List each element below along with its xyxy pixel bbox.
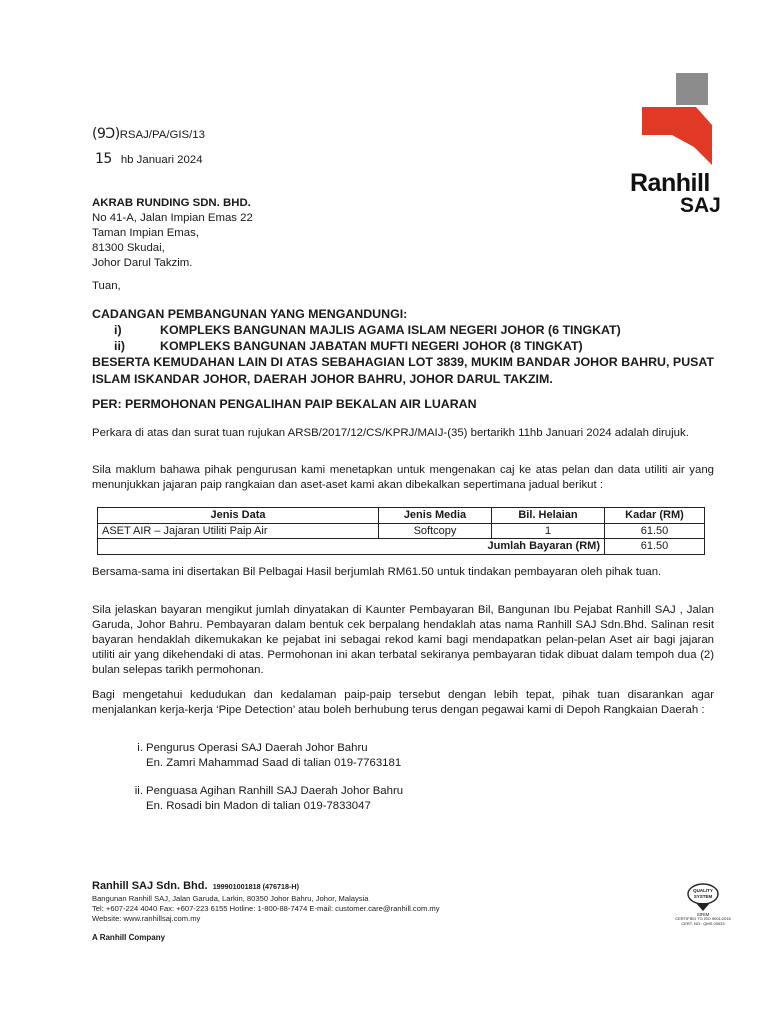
logo-brand-ranhill: Ranhill <box>630 169 710 197</box>
contact-detail: En. Zamri Mahammad Saad di talian 019-7763181 <box>146 757 402 770</box>
cert-text: SIRIM <box>696 912 710 917</box>
paragraph-charges: Sila maklum bahawa pihak pengurusan kami menetapkan untuk mengenakan caj ke atas pelan dan data utiliti air yang menunjukkan jajaran paip rangkaian dan aset-aset kami akan dibekalkan sepertimana jadual berikut : <box>92 464 714 492</box>
ranhill-saj-logo <box>612 70 732 220</box>
subject-item <box>92 338 714 354</box>
recipient-company: AKRAB RUNDING SDN. BHD. <box>92 197 251 209</box>
footer-tagline: A Ranhill Company <box>92 932 166 942</box>
subject-per: PER: PERMOHONAN PENGALIHAN PAIP BEKALAN AIR LUARAN <box>92 397 477 411</box>
handwritten-day: 15 <box>95 151 112 167</box>
table-total-value: 61.50 <box>605 539 705 555</box>
footer-address: Bangunan Ranhill SAJ, Jalan Garuda, Larkin, 80350 Johor Bahru, Johor, Malaysia <box>92 894 369 904</box>
logo-red-arrow <box>642 107 712 172</box>
table-cell: ASET AIR – Jajaran Utiliti Paip Air <box>98 523 379 539</box>
paragraph-pipe-detection: Bagi mengetahui kedudukan dan kedalaman paip-paip tersebut dengan lebih tepat, pihak tuan disarankan agar menjalankan kerja-kerja ‘Pipe Detection’ atau boleh berhubung terus dengan pegawai kami di Depoh Rangkaian Daerah : <box>92 689 714 717</box>
table-header: Jenis Data <box>98 508 379 524</box>
subject-item-text: KOMPLEKS BANGUNAN JABATAN MUFTI NEGERI JOHOR (8 TINGKAT) <box>160 339 583 354</box>
table-row <box>98 523 705 539</box>
subject-item <box>92 322 714 338</box>
table-cell: Softcopy <box>379 523 492 539</box>
table-header: Jenis Media <box>379 508 492 524</box>
recipient-address-line: No 41-A, Jalan Impian Emas 22 <box>92 212 253 225</box>
table-header: Bil. Helaian <box>492 508 605 524</box>
footer <box>92 879 652 943</box>
charges-table <box>97 507 705 555</box>
table-header-row <box>98 508 705 524</box>
subject-item-number: ii) <box>114 339 126 354</box>
paragraph-bill: Bersama-sama ini disertakan Bil Pelbagai Hasil berjumlah RM61.50 untuk tindakan pembayaran oleh pihak tuan. <box>92 566 662 578</box>
footer-website: Website: www.ranhillsaj.com.my <box>92 913 201 923</box>
salutation: Tuan, <box>92 280 121 292</box>
footer-company-line <box>92 879 652 894</box>
footer-contact: Tel: +607-224 4040 Fax: +607-223 6155 Hotline: 1-800-88-7474 E-mail: customer.care@ranhill.com.my <box>92 903 440 913</box>
cert-text: CERT. NO.: QMS 00533 <box>681 921 725 927</box>
recipient-address-line: Taman Impian Emas, <box>92 227 199 240</box>
table-total-row <box>98 539 705 555</box>
recipient-block <box>92 196 253 271</box>
table-total-label: Jumlah Bayaran (RM) <box>98 539 605 555</box>
contact-title: Penguasa Agihan Ranhill SAJ Daerah Johor Bahru <box>146 785 404 798</box>
subject-block <box>92 306 714 387</box>
contact-detail: En. Rosadi bin Madon di talian 019-7833047 <box>146 800 371 813</box>
letter-date <box>95 150 203 168</box>
recipient-address-line: Johor Darul Takzim. <box>92 257 193 270</box>
subject-rest: BESERTA KEMUDAHAN LAIN DI ATAS SEBAHAGIAN LOT 3839, MUKIM BANDAR JOHOR BAHRU, PUSAT ISLAM ISKANDAR JOHOR, DAERAH JOHOR BAHRU, JOHOR DARUL TAKZIM. <box>92 355 714 386</box>
footer-company: Ranhill SAJ Sdn. Bhd. <box>92 880 208 892</box>
contact-item <box>118 741 403 771</box>
subject-line-1: CADANGAN PEMBANGUNAN YANG MENGANDUNGI: <box>92 307 408 321</box>
contact-number: i. <box>137 742 143 754</box>
logo-grey-square <box>676 73 708 105</box>
certification-mark <box>672 882 734 927</box>
letter-reference <box>92 125 205 143</box>
recipient-address-line: 81300 Skudai, <box>92 242 165 255</box>
contact-title: Pengurus Operasi SAJ Daerah Johor Bahru <box>146 742 368 754</box>
logo-brand-saj: SAJ <box>680 194 721 217</box>
paragraph-payment: Sila jelaskan bayaran mengikut jumlah dinyatakan di Kaunter Pembayaran Bil, Bangunan Ibu Pejabat Ranhill SAJ , Jalan Garuda, Johor Bahru. Pembayaran dalam bentuk cek berpalang hendaklah atas nama Ranhill SAJ Sdn.Bhd. Salinan resit bayaran hendaklah dikemukakan ke pejabat ini sebagai rekod kami bagi mendapatkan pelan-pelan Aset air bagi jajaran utiliti air yang dikehendaki di atas. Permohonan ini akan terbatal sekiranya pembayaran tidak dibuat dalam tempoh dua (2) bulan selepas tarikh permohonan. <box>92 604 714 677</box>
cert-text: CERTIFIED TO ISO 9001:2015 <box>675 916 731 922</box>
subject-item-text: KOMPLEKS BANGUNAN MAJLIS AGAMA ISLAM NEGERI JOHOR (6 TINGKAT) <box>160 323 621 338</box>
contact-item <box>118 784 403 814</box>
badge-text-1: QUALITY <box>693 888 713 893</box>
badge-text-2: SYSTEM <box>693 894 713 899</box>
table-header: Kadar (RM) <box>605 508 705 524</box>
subject-item-number: i) <box>114 323 122 338</box>
date-text: hb Januari 2024 <box>120 154 203 166</box>
handwritten-reference: (9Ɔ) <box>92 126 120 142</box>
contact-list <box>118 741 403 814</box>
contact-number: ii. <box>134 785 143 798</box>
paragraph-reference: Perkara di atas dan surat tuan rujukan ARSB/2017/12/CS/KPRJ/MAIJ-(35) bertarikh 11hb Januari 2024 adalah dirujuk. <box>92 427 689 439</box>
table-cell: 61.50 <box>605 523 705 539</box>
reference-number: RSAJ/PA/GIS/13 <box>119 129 205 141</box>
table-cell: 1 <box>492 523 605 539</box>
footer-reg: 199901001818 (476718-H) <box>212 882 300 891</box>
